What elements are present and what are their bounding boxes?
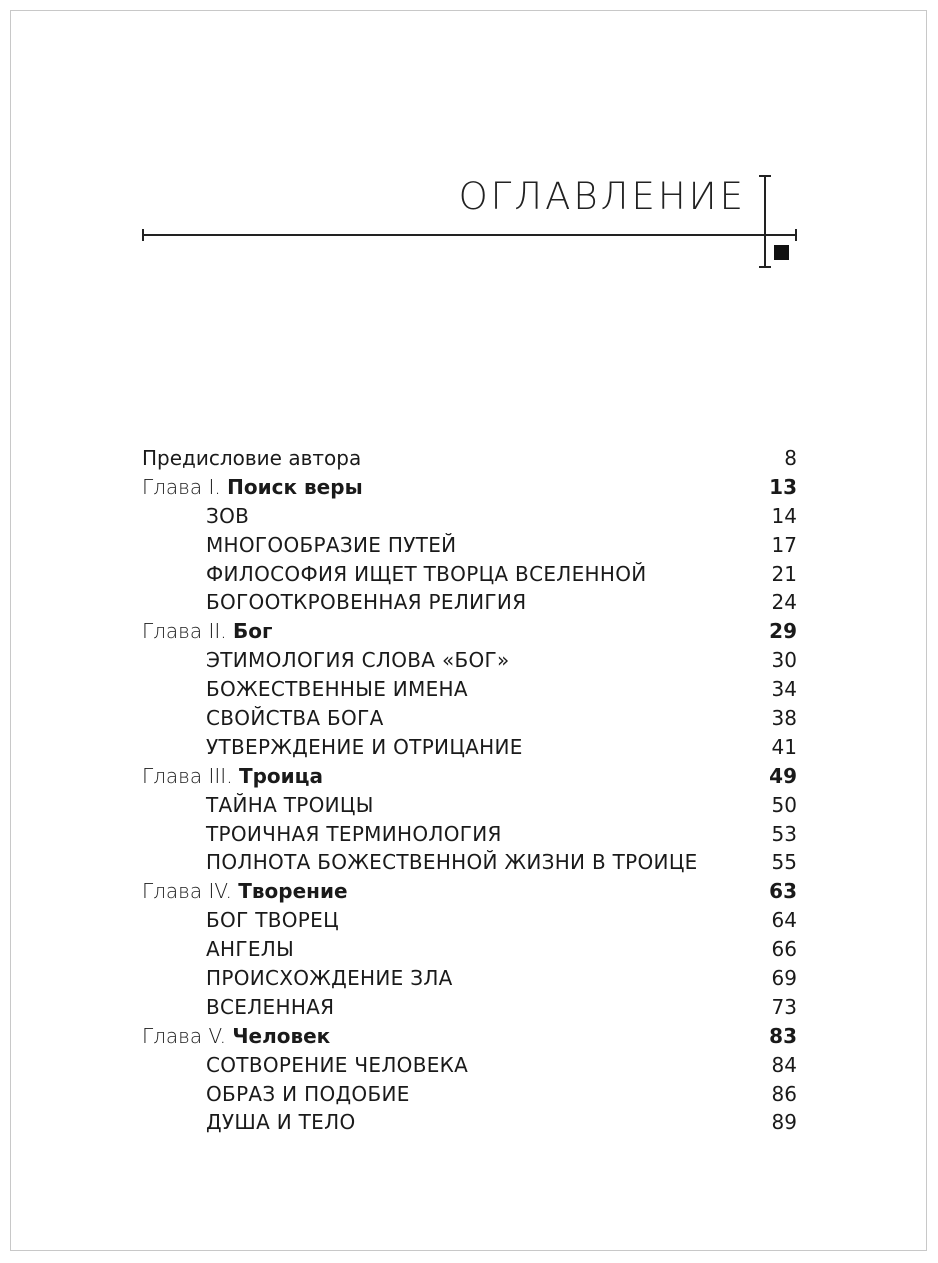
- toc-chapter-3[interactable]: [142, 762, 797, 791]
- toc-section[interactable]: [142, 820, 797, 849]
- toc-section-label: ВСЕЛЕННАЯ: [206, 994, 335, 1019]
- toc-entry-label: Предисловие автора: [142, 446, 362, 470]
- title-horizontal-rule: [142, 234, 797, 236]
- toc-chapter-label: [142, 1022, 330, 1051]
- chapter-name: Поиск веры: [227, 474, 363, 499]
- chapter-name: Творение: [238, 879, 348, 904]
- toc-chapter-page: 13: [769, 474, 797, 499]
- toc-section-label: МНОГООБРАЗИЕ ПУТЕЙ: [206, 532, 457, 557]
- toc-chapter-2[interactable]: [142, 617, 797, 646]
- toc-section-label: ТАЙНА ТРОИЦЫ: [206, 792, 374, 817]
- toc-section[interactable]: [142, 733, 797, 762]
- toc-section-page: 21: [771, 561, 797, 586]
- toc-section-label: ОБРАЗ И ПОДОБИЕ: [206, 1081, 410, 1106]
- toc-section-label: ПОЛНОТА БОЖЕСТВЕННОЙ ЖИЗНИ В ТРОИЦЕ: [206, 850, 698, 875]
- toc-section-page: 84: [771, 1052, 797, 1077]
- toc-section[interactable]: [142, 993, 797, 1022]
- toc-section-page: 41: [771, 734, 797, 759]
- toc-section-page: 30: [771, 648, 797, 673]
- chapter-prefix: Глава I.: [142, 474, 228, 499]
- toc-section-label: ПРОИСХОЖДЕНИЕ ЗЛА: [206, 966, 453, 991]
- toc-section[interactable]: [142, 646, 797, 675]
- toc-chapter-page: 49: [769, 763, 797, 788]
- chapter-name: Человек: [232, 1023, 331, 1048]
- toc-section-page: 55: [771, 850, 797, 875]
- toc-section-label: СОТВОРЕНИЕ ЧЕЛОВЕКА: [206, 1052, 469, 1077]
- toc-section-label: ЭТИМОЛОГИЯ СЛОВА «БОГ»: [206, 648, 510, 673]
- toc-section-label: АНГЕЛЫ: [206, 937, 295, 962]
- rule-right-cap: [795, 229, 797, 241]
- page-title: ОГЛАВЛЕНИЕ: [458, 175, 746, 218]
- rule-bottom-cap: [759, 266, 771, 268]
- toc-section-label: БОГООТКРОВЕННАЯ РЕЛИГИЯ: [206, 590, 527, 615]
- toc-chapter-4[interactable]: [142, 877, 797, 906]
- toc-section[interactable]: [142, 588, 797, 617]
- toc-section-label: ЗОВ: [206, 503, 250, 528]
- rule-left-cap: [142, 229, 144, 241]
- toc-section[interactable]: [142, 791, 797, 820]
- chapter-prefix: Глава III.: [142, 763, 239, 788]
- toc-chapter-1[interactable]: [142, 473, 797, 502]
- toc-section-label: БОЖЕСТВЕННЫЕ ИМЕНА: [206, 677, 468, 702]
- toc-section-label: ДУША И ТЕЛО: [206, 1110, 356, 1135]
- toc-section[interactable]: [142, 1108, 797, 1137]
- toc-section-page: 69: [771, 966, 797, 991]
- toc-section-page: 89: [771, 1110, 797, 1135]
- table-of-contents: [142, 444, 797, 1137]
- toc-chapter-label: [142, 762, 323, 791]
- toc-chapter-5[interactable]: [142, 1022, 797, 1051]
- toc-section[interactable]: [142, 704, 797, 733]
- square-ornament-icon: [774, 245, 789, 260]
- chapter-name: Бог: [233, 619, 273, 644]
- toc-section-label: ФИЛОСОФИЯ ИЩЕТ ТВОРЦА ВСЕЛЕННОЙ: [206, 561, 647, 586]
- toc-section-page: 66: [771, 937, 797, 962]
- toc-section[interactable]: [142, 935, 797, 964]
- toc-section-page: 17: [771, 532, 797, 557]
- toc-chapter-label: [142, 473, 363, 502]
- toc-section[interactable]: [142, 531, 797, 560]
- toc-section[interactable]: [142, 560, 797, 589]
- chapter-prefix: Глава II.: [142, 619, 234, 644]
- toc-section-label: ТРОИЧНАЯ ТЕРМИНОЛОГИЯ: [206, 821, 502, 846]
- toc-section[interactable]: [142, 1080, 797, 1109]
- toc-chapter-label: [142, 877, 348, 906]
- toc-section-page: 86: [771, 1081, 797, 1106]
- toc-entry-preface[interactable]: [142, 444, 797, 473]
- toc-section-label: БОГ ТВОРЕЦ: [206, 908, 339, 933]
- chapter-name: Троица: [238, 763, 323, 788]
- toc-chapter-page: 83: [769, 1023, 797, 1048]
- toc-section-page: 53: [771, 821, 797, 846]
- rule-top-cap: [759, 175, 771, 177]
- toc-section[interactable]: [142, 675, 797, 704]
- toc-chapter-page: 63: [769, 879, 797, 904]
- toc-chapter-page: 29: [769, 619, 797, 644]
- chapter-prefix: Глава IV.: [142, 879, 239, 904]
- title-vertical-rule: [764, 176, 766, 268]
- toc-section[interactable]: [142, 502, 797, 531]
- toc-section-page: 73: [771, 994, 797, 1019]
- toc-section-page: 38: [771, 706, 797, 731]
- toc-section[interactable]: [142, 848, 797, 877]
- chapter-prefix: Глава V.: [142, 1023, 233, 1048]
- toc-section-label: УТВЕРЖДЕНИЕ И ОТРИЦАНИЕ: [206, 734, 523, 759]
- toc-section-page: 14: [771, 503, 797, 528]
- toc-section[interactable]: [142, 1051, 797, 1080]
- toc-section[interactable]: [142, 906, 797, 935]
- toc-section-label: СВОЙСТВА БОГА: [206, 706, 384, 731]
- toc-section-page: 24: [771, 590, 797, 615]
- toc-section[interactable]: [142, 964, 797, 993]
- toc-section-page: 64: [771, 908, 797, 933]
- toc-chapter-label: [142, 617, 272, 646]
- toc-section-page: 50: [771, 792, 797, 817]
- toc-entry-page: 8: [784, 446, 797, 470]
- toc-section-page: 34: [771, 677, 797, 702]
